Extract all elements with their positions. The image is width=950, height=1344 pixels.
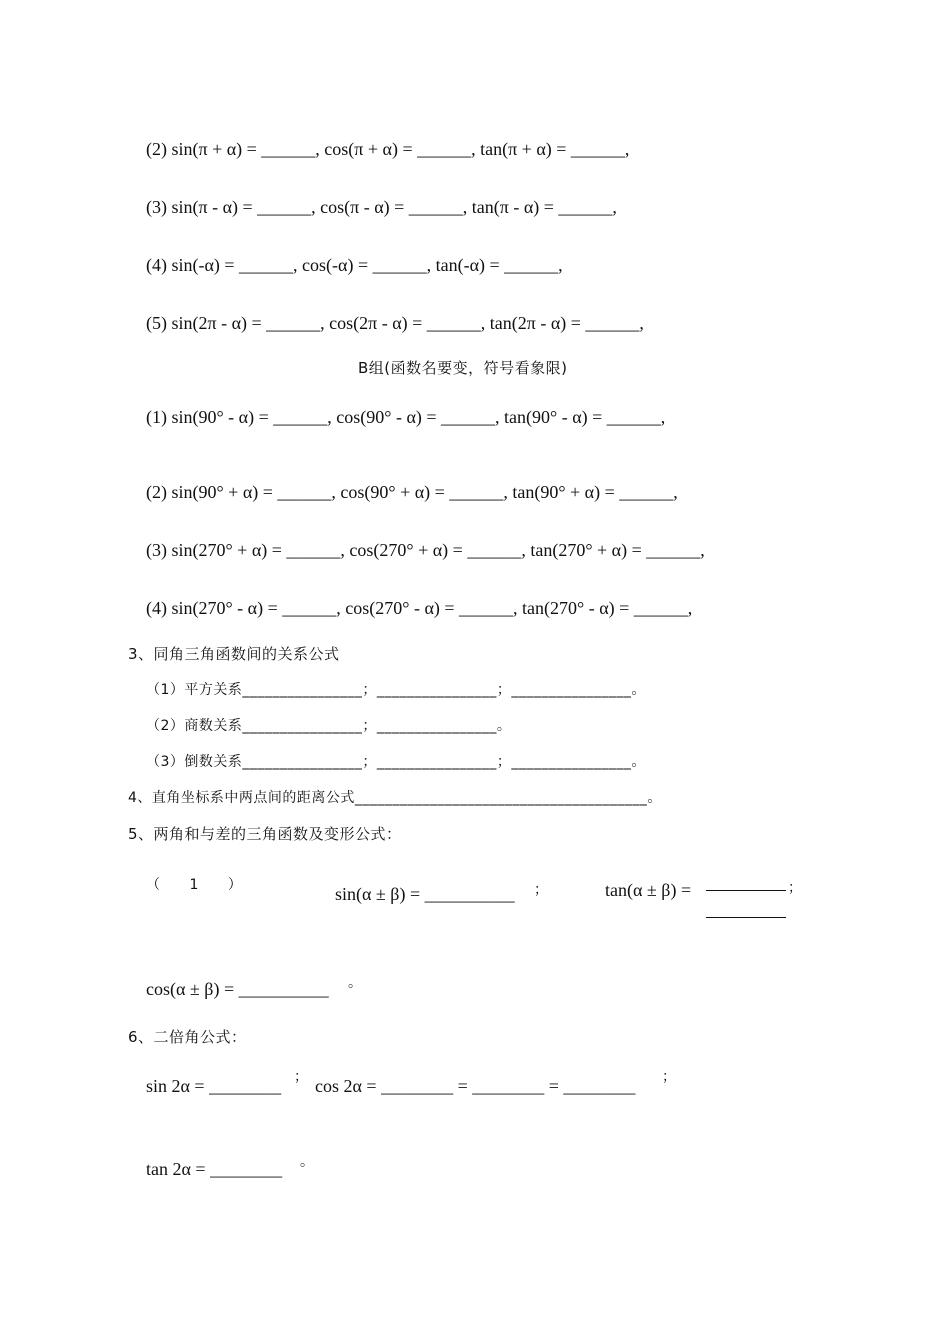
section6-heading: 6、二倍角公式： [128, 1028, 247, 1046]
b-group-title: B组(函数名要变，符号看象限) [358, 359, 568, 377]
cos-double-formula: cos 2α = ________ = ________ = ________ [315, 1076, 636, 1096]
formula-row-b4: (4) sin(270° - α) = ______, cos(270° - α) = ______, tan(270° - α) = ______, [146, 598, 693, 618]
section3-item-quotient: （2）商数关系________________；________________。 [146, 718, 512, 734]
formula-row-b3: (3) sin(270° + α) = ______, cos(270° + α) = ______, tan(270° + α) = ______, [146, 540, 705, 560]
cos-sum-end: 。 [348, 975, 363, 991]
formula-row-b1: (1) sin(90° - α) = ______, cos(90° - α) = ______, tan(90° - α) = ______, [146, 407, 666, 427]
section5-item-number: （ 1 ） [146, 877, 243, 893]
formula-row-a3: (3) sin(π - α) = ______, cos(π - α) = ______, tan(π - α) = ______, [146, 197, 617, 217]
cos-double-separator: ； [662, 1069, 677, 1085]
tan-double-formula: tan 2α = ________ [146, 1159, 283, 1179]
formula-row-a4: (4) sin(-α) = ______, cos(-α) = ______, tan(-α) = ______, [146, 255, 563, 275]
section3-heading: 3、同角三角函数间的关系公式 [128, 645, 340, 663]
section5-heading: 5、两角和与差的三角函数及变形公式： [128, 825, 402, 843]
sin-sum-formula: sin(α ± β) = __________ [335, 884, 515, 904]
section4-distance-formula: 4、直角坐标系中两点间的距离公式_______________________________________。 [128, 790, 662, 806]
tan-sum-separator: ； [788, 880, 803, 896]
section3-item-reciprocal: （3）倒数关系________________；________________；________________。 [146, 754, 646, 770]
sin-double-separator: ； [294, 1069, 309, 1085]
tan-sum-denominator-line [706, 917, 786, 918]
tan-double-end: 。 [300, 1154, 315, 1170]
cos-sum-formula: cos(α ± β) = __________ [146, 979, 329, 999]
sin-sum-separator: ； [534, 882, 549, 898]
formula-row-b2: (2) sin(90° + α) = ______, cos(90° + α) = ______, tan(90° + α) = ______, [146, 482, 678, 502]
tan-sum-formula: tan(α ± β) = [605, 880, 692, 900]
formula-row-a5: (5) sin(2π - α) = ______, cos(2π - α) = ______, tan(2π - α) = ______, [146, 313, 644, 333]
formula-row-a2: (2) sin(π + α) = ______, cos(π + α) = ______, tan(π + α) = ______, [146, 139, 630, 159]
sin-double-formula: sin 2α = ________ [146, 1076, 282, 1096]
tan-sum-numerator-line [706, 890, 786, 891]
section3-item-square: （1）平方关系________________；________________；________________。 [146, 682, 646, 698]
